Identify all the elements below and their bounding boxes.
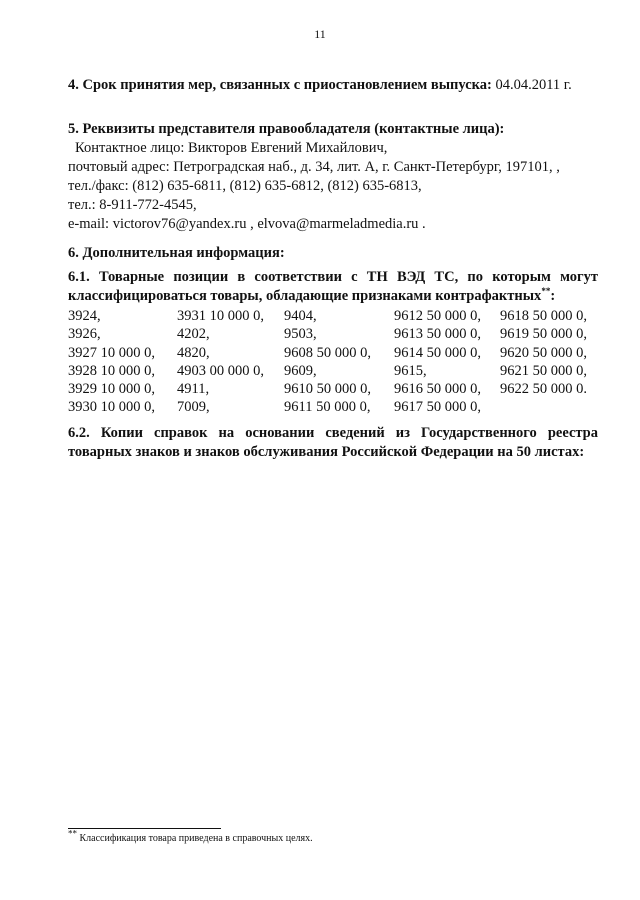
tariff-code: 9503, [284, 326, 317, 343]
tariff-code: 9610 50 000 0, [284, 381, 371, 398]
footnote-ref-marker: ** [541, 286, 551, 297]
tariff-code: 9611 50 000 0, [284, 399, 371, 416]
tariff-code: 9612 50 000 0, [394, 308, 481, 324]
tariff-code: 7009, [177, 399, 210, 416]
tariff-code: 3927 10 000 0, [68, 344, 155, 361]
contact-person-line: Контактное лицо: Викторов Евгений Михайлович, [75, 140, 388, 156]
codes-column-3 [284, 307, 371, 417]
tariff-code: 9617 50 000 0, [394, 399, 481, 416]
section-6-1-line2 [68, 287, 598, 306]
section-4 [68, 76, 598, 95]
tariff-code: 4820, [177, 344, 210, 361]
footnote [68, 828, 313, 844]
section-6-1-colon: : [550, 288, 556, 304]
phone-line: тел.: 8-911-772-4545, [68, 197, 197, 213]
tariff-code: 9620 50 000 0, [500, 344, 587, 361]
section-6-1-line1: 6.1. Товарные позиции в соответствии с ТН ВЭД ТС, по которым могут [68, 269, 598, 285]
page-number: 11 [314, 27, 326, 41]
tariff-code: 9622 50 000 0. [500, 381, 587, 398]
tariff-code: 4202, [177, 326, 210, 343]
tariff-code: 4903 00 000 0, [177, 362, 264, 379]
section-6-2-line1: 6.2. Копии справок на основании сведений из Государственного реестра [68, 425, 598, 441]
tariff-code: 9613 50 000 0, [394, 326, 481, 343]
codes-column-2 [177, 307, 264, 417]
section-6-heading: 6. Дополнительная информация: [68, 245, 285, 261]
tariff-code: 9616 50 000 0, [394, 381, 481, 398]
tariff-code: 9404, [284, 308, 317, 324]
tariff-code: 3928 10 000 0, [68, 362, 155, 379]
tariff-code: 9621 50 000 0, [500, 362, 587, 379]
tariff-code: 9608 50 000 0, [284, 344, 371, 361]
codes-column-1 [68, 307, 155, 417]
tariff-code: 9618 50 000 0, [500, 308, 587, 324]
section-5 [68, 120, 598, 234]
section-6 [68, 244, 598, 306]
tariff-code: 3926, [68, 326, 101, 343]
tariff-code: 3924, [68, 308, 101, 324]
tariff-code: 9614 50 000 0, [394, 344, 481, 361]
tariff-code: 9609, [284, 362, 317, 379]
footnote-marker: ** [68, 828, 77, 839]
footnote-divider [68, 828, 221, 829]
tariff-code: 4911, [177, 381, 210, 398]
footnote-text: Классификация товара приведена в справочных целях. [79, 833, 313, 844]
section-6-2 [68, 424, 598, 462]
tariff-code: 3930 10 000 0, [68, 399, 155, 416]
section-4-value: 04.04.2011 г. [495, 77, 572, 93]
tariff-code: 3929 10 000 0, [68, 381, 155, 398]
section-4-label: 4. Срок принятия мер, связанных с приостановлением выпуска: [68, 77, 492, 93]
codes-column-5 [500, 307, 587, 398]
section-5-heading: 5. Реквизиты представителя правообладателя (контактные лица): [68, 121, 505, 137]
phone-fax-line: тел./факс: (812) 635-6811, (812) 635-6812, (812) 635-6813, [68, 178, 422, 194]
email-line: e-mail: victorov76@yandex.ru , elvova@marmeladmedia.ru . [68, 216, 426, 232]
codes-column-4 [394, 307, 481, 417]
postal-address-line: почтовый адрес: Петроградская наб., д. 34, лит. А, г. Санкт-Петербург, 197101, , [68, 159, 560, 175]
tariff-code: 3931 10 000 0, [177, 308, 264, 324]
section-6-1-line2-text: классифицироваться товары, обладающие признаками контрафактных [68, 288, 542, 304]
tariff-code: 9619 50 000 0, [500, 326, 587, 343]
section-6-2-line2: товарных знаков и знаков обслуживания Российской Федерации на 50 листах: [68, 444, 585, 460]
tariff-code: 9615, [394, 362, 427, 379]
